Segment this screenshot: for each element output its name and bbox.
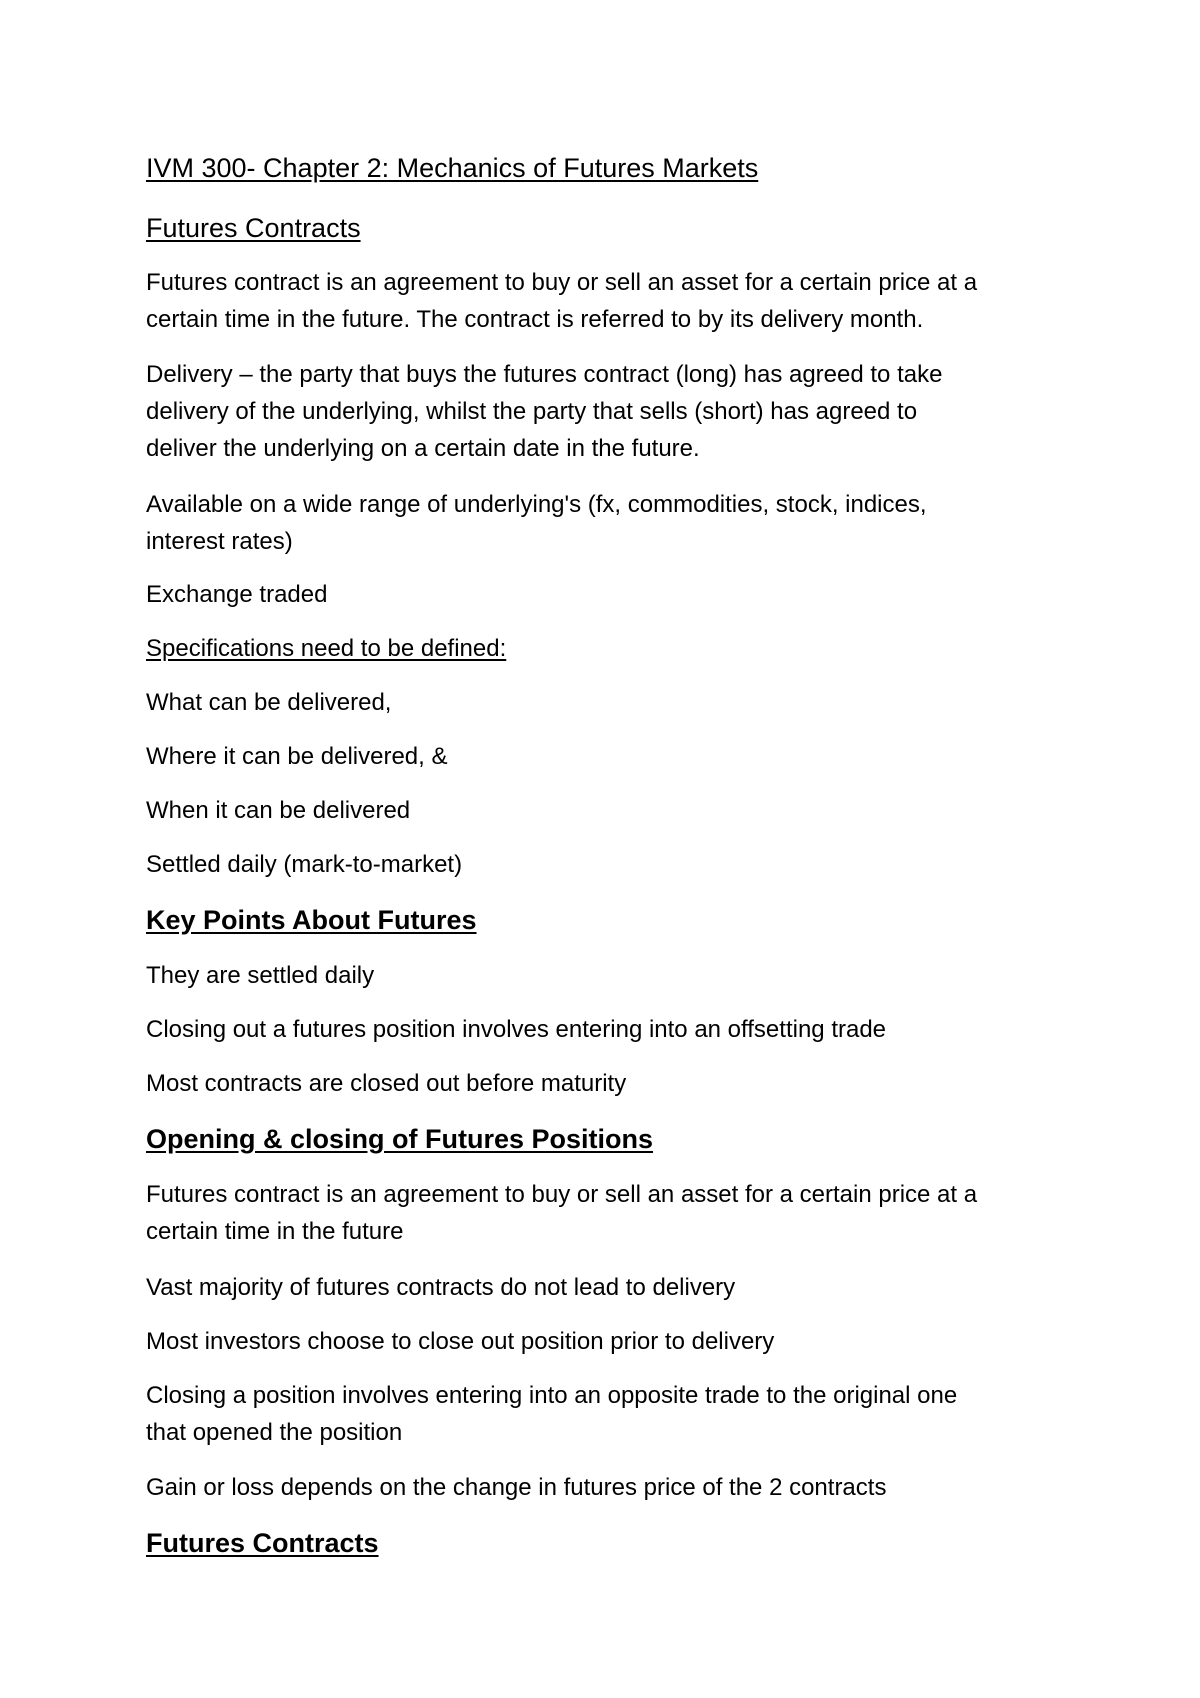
spec-item: When it can be delivered	[146, 797, 411, 824]
paragraph-line: deliver the underlying on a certain date in the future.	[146, 435, 700, 462]
paragraph-line: certain time in the future. The contract is referred to by its delivery month.	[146, 306, 924, 333]
section-heading-futures-contracts: Futures Contracts	[146, 213, 361, 243]
section-heading-key-points: Key Points About Futures	[146, 905, 477, 935]
paragraph-delivery	[146, 356, 1086, 467]
paragraph-close-out: Most investors choose to close out position prior to delivery	[146, 1328, 775, 1355]
spec-item: What can be delivered,	[146, 689, 392, 716]
subheading-specifications: Specifications need to be defined:	[146, 635, 507, 662]
paragraph-agreement	[146, 1176, 1086, 1250]
paragraph-line: delivery of the underlying, whilst the party that sells (short) has agreed to	[146, 398, 918, 425]
paragraph-exchange-traded: Exchange traded	[146, 581, 328, 608]
section-heading-futures-contracts-2: Futures Contracts	[146, 1528, 379, 1558]
paragraph-line: Closing a position involves entering into an opposite trade to the original one	[146, 1382, 958, 1409]
key-point-item: They are settled daily	[146, 962, 375, 989]
paragraph-line: that opened the position	[146, 1419, 403, 1446]
paragraph-line: certain time in the future	[146, 1218, 404, 1245]
paragraph-line: Available on a wide range of underlying's (fx, commodities, stock, indices,	[146, 491, 927, 518]
spec-item: Where it can be delivered, &	[146, 743, 448, 770]
paragraph-line: Delivery – the party that buys the futures contract (long) has agreed to take	[146, 361, 943, 388]
paragraph-no-delivery: Vast majority of futures contracts do not lead to delivery	[146, 1274, 736, 1301]
paragraph-line: Futures contract is an agreement to buy or sell an asset for a certain price at a	[146, 269, 978, 296]
paragraph-definition	[146, 264, 1086, 338]
key-point-item: Closing out a futures position involves entering into an offsetting trade	[146, 1016, 887, 1043]
spec-item: Settled daily (mark-to-market)	[146, 851, 463, 878]
paragraph-line: Futures contract is an agreement to buy or sell an asset for a certain price at a	[146, 1181, 978, 1208]
paragraph-underlyings	[146, 486, 1086, 560]
paragraph-gain-loss: Gain or loss depends on the change in futures price of the 2 contracts	[146, 1474, 887, 1501]
paragraph-closing-position	[146, 1377, 1086, 1451]
key-point-item: Most contracts are closed out before maturity	[146, 1070, 627, 1097]
paragraph-line: interest rates)	[146, 528, 293, 555]
document-title: IVM 300- Chapter 2: Mechanics of Futures Markets	[146, 153, 759, 183]
section-heading-opening-closing: Opening & closing of Futures Positions	[146, 1124, 654, 1154]
